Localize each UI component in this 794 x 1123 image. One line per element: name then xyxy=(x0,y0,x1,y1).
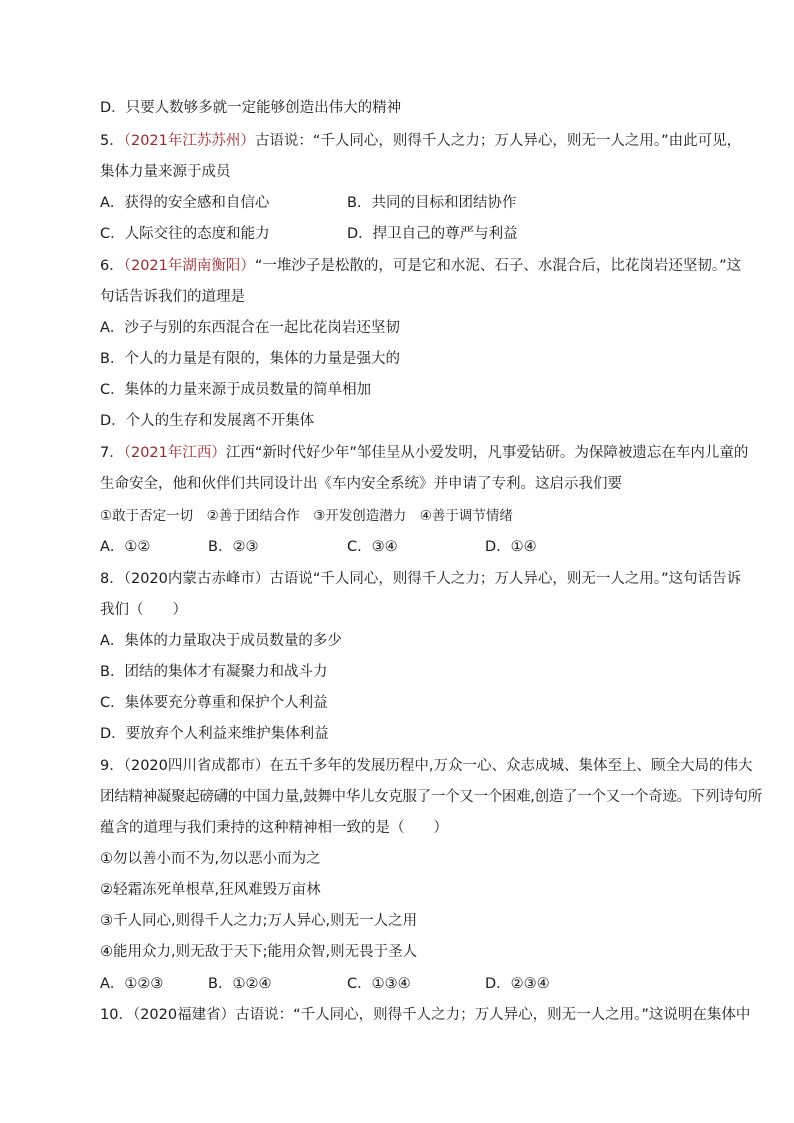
q6-source-tag: （2021年湖南衡阳） xyxy=(123,258,255,274)
q5-stem-text: 古语说：“千人同心，则得千人之力；万人异心，则无一人之用。”由此可见， xyxy=(254,133,742,149)
q6-stem-text: “一堆沙子是松散的，可是它和水泥、石子、水混合后，比花岗岩还坚韧。”这 xyxy=(254,258,742,274)
q4-option-d: D．只要人数够多就一定能够创造出伟大的精神 xyxy=(100,100,402,116)
q9-stem-line2: 团结精神凝聚起磅礴的中国力量,鼓舞中华儿女克服了一个又一个困难,创造了一个又一个奇迹。下列诗句所 xyxy=(100,789,762,805)
q7-option-c: C．③④ xyxy=(347,539,398,555)
q5-option-c: C．人际交往的态度和能力 xyxy=(100,226,270,242)
q5-number: 5． xyxy=(100,133,124,149)
q8-stem-line1 xyxy=(100,569,741,589)
q10-source-tag: （2020福建省） xyxy=(132,1007,236,1023)
q10-stem-line1 xyxy=(100,1005,750,1025)
q10-number: 10． xyxy=(100,1007,133,1023)
q6-stem-line1 xyxy=(100,256,741,276)
q7-option-b: B．②③ xyxy=(208,539,259,555)
q9-source-tag: （2020四川省成都市） xyxy=(123,758,270,774)
q7-stem-line2: 生命安全，他和伙伴们共同设计出《车内安全系统》并申请了专利。这启示我们要 xyxy=(100,476,622,492)
q10-stem-text: 古语说：“千人同心，则得千人之力；万人异心，则无一人之用。”这说明在集体中 xyxy=(235,1007,751,1023)
q9-stem-line1 xyxy=(100,756,753,776)
q8-stem-text: 古语说“千人同心，则得千人之力；万人异心，则无一人之用。”这句话告诉 xyxy=(269,571,742,587)
q7-stem-line1 xyxy=(100,443,748,463)
q7-option-d: D．①④ xyxy=(485,539,537,555)
q8-number: 8． xyxy=(100,571,124,587)
q7-items: ①敢于否定一切 ②善于团结合作 ③开发创造潜力 ④善于调节情绪 xyxy=(100,508,513,524)
q9-item-2: ②轻霜冻死单根草,狂风难毁万亩林 xyxy=(100,882,321,898)
q9-option-a: A．①②③ xyxy=(100,976,164,992)
q9-stem-text: 在五千多年的发展历程中,万众一心、众志成城、集体至上、顾全大局的伟大 xyxy=(269,758,753,774)
q9-stem-line3: 蕴含的道理与我们秉持的这种精神相一致的是（ ） xyxy=(100,820,448,836)
q5-option-d: D．捍卫自己的尊严与利益 xyxy=(347,226,518,242)
q6-option-b: B．个人的力量是有限的，集体的力量是强大的 xyxy=(100,351,400,367)
q7-stem-text: 江西“新时代好少年”邹佳呈从小爱发明，凡事爱钻研。为保障被遗忘在车内儿童的 xyxy=(225,445,749,461)
q9-number: 9． xyxy=(100,758,124,774)
q6-option-c: C．集体的力量来源于成员数量的简单相加 xyxy=(100,382,372,398)
q6-number: 6． xyxy=(100,258,124,274)
q5-option-a: A．获得的安全感和自信心 xyxy=(100,195,270,211)
q8-stem-line2: 我们（ ） xyxy=(100,602,187,618)
q9-option-b: B．①②④ xyxy=(208,976,272,992)
q9-option-c: C．①③④ xyxy=(347,976,411,992)
q8-option-a: A．集体的力量取决于成员数量的多少 xyxy=(100,633,342,649)
q6-option-d: D．个人的生存和发展离不开集体 xyxy=(100,413,315,429)
q8-source-tag: （2020内蒙古赤峰市） xyxy=(123,571,270,587)
q9-option-d: D．②③④ xyxy=(485,976,550,992)
q5-option-b: B．共同的目标和团结协作 xyxy=(347,195,517,211)
q6-option-a: A．沙子与别的东西混合在一起比花岗岩还坚韧 xyxy=(100,320,400,336)
q8-option-b: B．团结的集体才有凝聚力和战斗力 xyxy=(100,664,328,680)
q7-option-a: A．①② xyxy=(100,539,151,555)
q5-source-tag: （2021年江苏苏州） xyxy=(123,133,255,149)
q6-stem-line2: 句话告诉我们的道理是 xyxy=(100,289,245,305)
q9-item-1: ①勿以善小而不为,勿以恶小而为之 xyxy=(100,851,321,867)
q7-source-tag: （2021年江西） xyxy=(123,445,226,461)
q9-item-4: ④能用众力,则无敌于天下;能用众智,则无畏于圣人 xyxy=(100,944,418,960)
q5-stem-line1 xyxy=(100,131,741,151)
q8-option-d: D．要放弃个人利益来维护集体利益 xyxy=(100,726,329,742)
q7-number: 7． xyxy=(100,445,124,461)
q8-option-c: C．集体要充分尊重和保护个人利益 xyxy=(100,695,328,711)
q5-stem-line2: 集体力量来源于成员 xyxy=(100,164,231,180)
q9-item-3: ③千人同心,则得千人之力;万人异心,则无一人之用 xyxy=(100,913,418,929)
